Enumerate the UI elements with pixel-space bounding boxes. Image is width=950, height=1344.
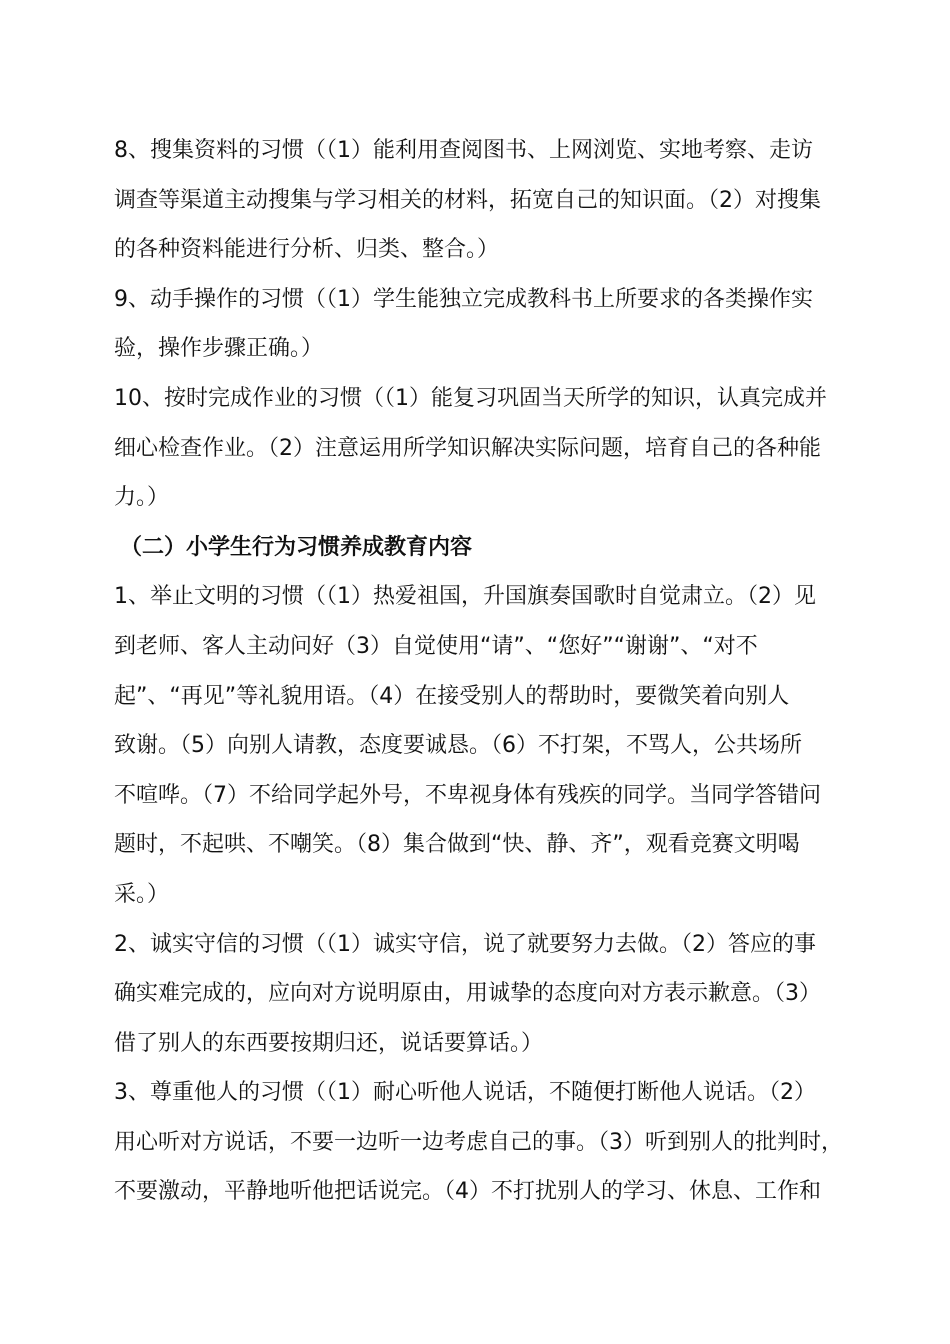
section-heading: （二）小学生行为习惯养成教育内容 — [120, 534, 473, 560]
text-line: 10、按时完成作业的习惯（（1）能复习巩固当天所学的知识，认真完成并 — [114, 385, 827, 411]
text-line: 力。） — [114, 485, 170, 511]
text-line: 用心听对方说话，不要一边听一边考虑自己的事。（3）听到别人的批判时， — [114, 1129, 843, 1155]
text-line: 验，操作步骤正确。） — [114, 336, 324, 362]
text-line: 的各种资料能进行分析、归类、整合。） — [114, 237, 500, 263]
text-line: 起”、“再见”等礼貌用语。（4）在接受别人的帮助时，要微笑着向别人 — [114, 683, 790, 709]
text-line: 2、诚实守信的习惯（（1）诚实守信，说了就要努力去做。（2）答应的事 — [114, 931, 816, 957]
text-line: 题时，不起哄、不嘲笑。（8）集合做到“快、静、齐”，观看竞赛文明喝 — [114, 832, 800, 858]
text-line: 不喧哗。（7）不给同学起外号，不卑视身体有残疾的同学。当同学答错问 — [114, 782, 821, 808]
text-line: 确实难完成的，应向对方说明原由，用诚挚的态度向对方表示歉意。（3） — [114, 981, 821, 1007]
text-line: 不要激动，平静地听他把话说完。（4）不打扰别人的学习、休息、工作和 — [114, 1179, 821, 1205]
document-body — [114, 126, 854, 1217]
text-line: 细心检查作业。（2）注意运用所学知识解决实际问题，培育自己的各种能 — [114, 435, 821, 461]
text-line: 3、尊重他人的习惯（（1）耐心听他人说话，不随便打断他人说话。（2） — [114, 1080, 816, 1106]
text-line: 1、举止文明的习惯（（1）热爱祖国，升国旗奏国歌时自觉肃立。（2）见 — [114, 584, 816, 610]
text-line: 致谢。（5）向别人请教，态度要诚恳。（6）不打架，不骂人，公共场所 — [114, 733, 802, 759]
text-line: 采。） — [114, 881, 170, 907]
text-line: 调查等渠道主动搜集与学习相关的材料，拓宽自己的知识面。（2）对搜集 — [114, 187, 821, 213]
text-line: 到老师、客人主动问好（3）自觉使用“请”、“您好”“谢谢”、“对不 — [114, 633, 758, 659]
text-line: 8、搜集资料的习惯（（1）能利用查阅图书、上网浏览、实地考察、走访 — [114, 138, 813, 163]
text-line: 借了别人的东西要按期归还，说话要算话。） — [114, 1030, 544, 1056]
text-line: 9、动手操作的习惯（（1）学生能独立完成教科书上所要求的各类操作实 — [114, 286, 813, 312]
